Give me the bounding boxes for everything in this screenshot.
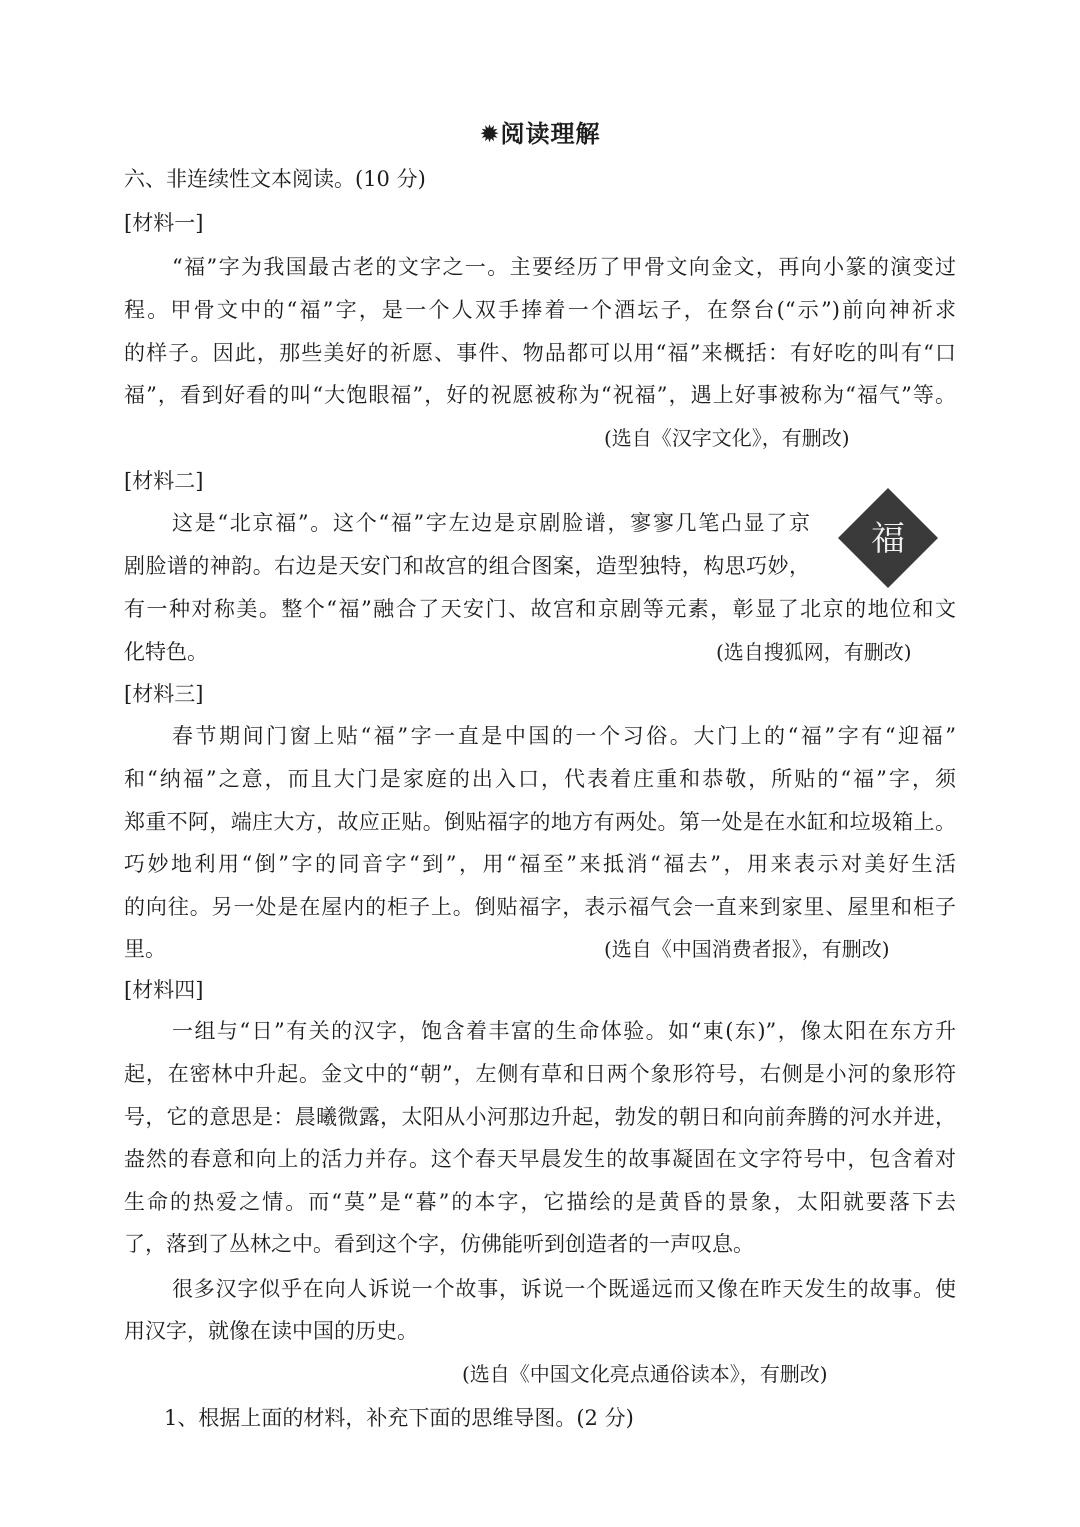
material-3-line: 和“纳福”之意，而且大门是家庭的出入口，代表着庄重和恭敬，所贴的“福”字，须 bbox=[124, 767, 956, 791]
material-4-line: 生命的热爱之情。而“莫”是“暮”的本字，它描绘的是黄昏的景象，太阳就要落下去 bbox=[124, 1190, 956, 1214]
material-4-source: (选自《中国文化亮点通俗读本》，有删改) bbox=[462, 1362, 828, 1386]
material-4-line: 很多汉字似乎在向人诉说一个故事，诉说一个既遥远而又像在昨天发生的故事。使 bbox=[172, 1277, 956, 1301]
beijing-fu-logo bbox=[836, 486, 940, 590]
material-4-label: [材料四] bbox=[124, 978, 204, 1002]
material-2-line: 这是“北京福”。这个“福”字左边是京剧脸谱，寥寥几笔凸显了京 bbox=[172, 511, 810, 535]
section-title: ✹阅读理解 bbox=[479, 120, 601, 148]
sub-question: 1、根据上面的材料，补充下面的思维导图。(2 分) bbox=[164, 1406, 634, 1430]
material-4-line: 起，在密林中升起。金文中的“朝”，左侧有草和日两个象形符号，右侧是小河的象形符 bbox=[124, 1062, 956, 1086]
material-2-source: (选自搜狐网，有删改) bbox=[716, 640, 912, 664]
material-3-label: [材料三] bbox=[124, 682, 204, 706]
material-1-line: 福”，看到好看的叫“大饱眼福”，好的祝愿被称为“祝福”，遇上好事被称为“福气”等。 bbox=[124, 383, 956, 407]
material-2-line: 化特色。 bbox=[124, 640, 208, 664]
material-3-line: 的向往。另一处是在屋内的柜子上。倒贴福字，表示福气会一直来到家里、屋里和柜子 bbox=[124, 895, 956, 919]
material-2-label: [材料二] bbox=[124, 469, 204, 493]
material-4-line: 号，它的意思是：晨曦微露，太阳从小河那边升起，勃发的朝日和向前奔腾的河水并进， bbox=[124, 1105, 956, 1129]
material-1-source: (选自《汉字文化》，有删改) bbox=[604, 426, 850, 450]
material-3-line: 春节期间门窗上贴“福”字一直是中国的一个习俗。大门上的“福”字有“迎福” bbox=[172, 724, 956, 748]
material-1-label: [材料一] bbox=[124, 211, 204, 235]
material-1-line: 程。甲骨文中的“福”字，是一个人双手捧着一个酒坛子，在祭台(“示”)前向神祈求 bbox=[124, 298, 956, 322]
material-2-line: 有一种对称美。整个“福”融合了天安门、故宫和京剧等元素，彰显了北京的地位和文 bbox=[124, 597, 956, 621]
question-header: 六、非连续性文本阅读。(10 分) bbox=[124, 167, 426, 191]
material-2-line: 剧脸谱的神韵。右边是天安门和故宫的组合图案，造型独特，构思巧妙， bbox=[124, 554, 810, 578]
material-3-line: 里。 bbox=[124, 937, 166, 961]
material-3-line: 巧妙地利用“倒”字的同音字“到”，用“福至”来抵消“福去”，用来表示对美好生活 bbox=[124, 852, 956, 876]
fu-glyph: 福 bbox=[871, 519, 905, 559]
material-1-line: 的样子。因此，那些美好的祈愿、事件、物品都可以用“福”来概括：有好吃的叫有“口 bbox=[124, 341, 956, 365]
material-3-source: (选自《中国消费者报》，有删改) bbox=[604, 937, 890, 961]
material-4-line: 一组与“日”有关的汉字，饱含着丰富的生命体验。如“東(东)”，像太阳在东方升 bbox=[172, 1019, 956, 1043]
material-1-line: “福”字为我国最古老的文字之一。主要经历了甲骨文向金文，再向小篆的演变过 bbox=[172, 255, 956, 279]
material-4-line: 盎然的春意和向上的活力并存。这个春天早晨发生的故事凝固在文字符号中，包含着对 bbox=[124, 1147, 956, 1171]
material-3-line: 郑重不阿，端庄大方，故应正贴。倒贴福字的地方有两处。第一处是在水缸和垃圾箱上。 bbox=[124, 810, 956, 834]
material-4-line: 用汉字，就像在读中国的历史。 bbox=[124, 1319, 418, 1343]
material-4-line: 了，落到了丛林之中。看到这个字，仿佛能听到创造者的一声叹息。 bbox=[124, 1232, 754, 1256]
